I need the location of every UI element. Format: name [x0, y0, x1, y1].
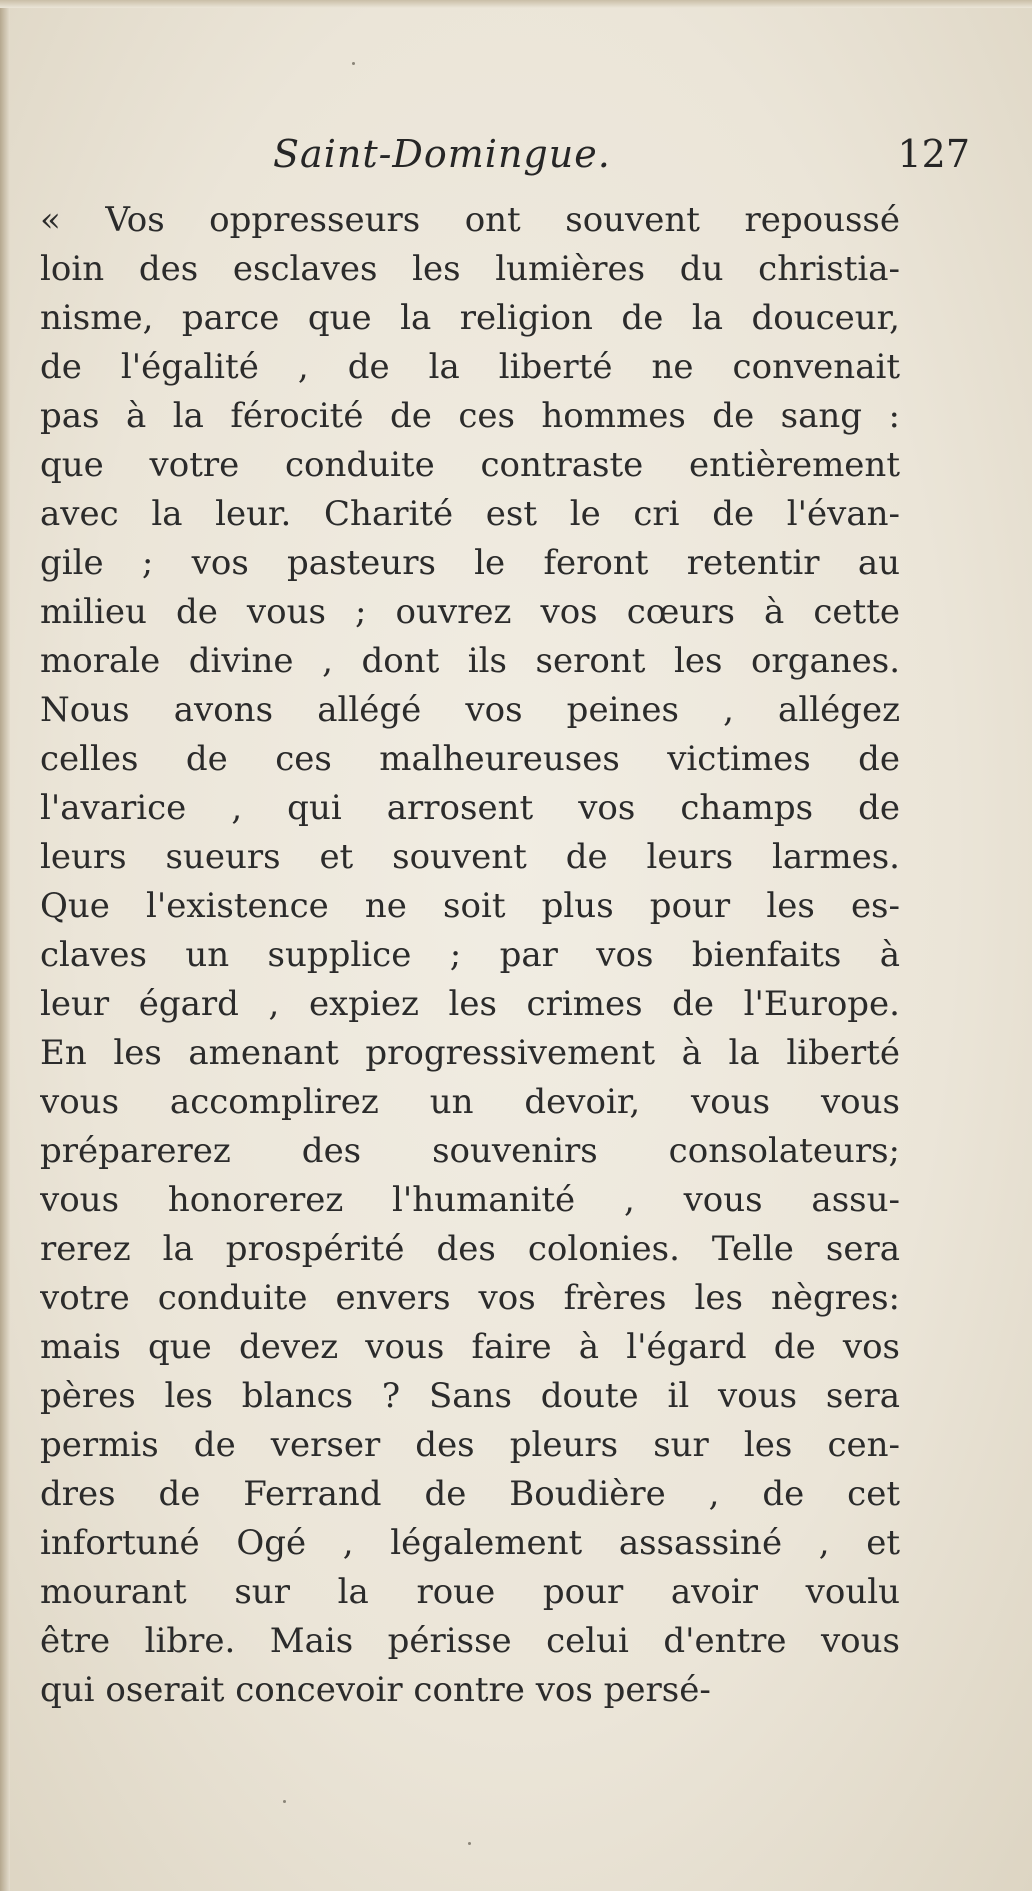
page-edge-shadow-left: [0, 0, 10, 1891]
text-line: En les amenant progressivement à la liberté: [40, 1033, 900, 1073]
text-line: dres de Ferrand de Boudière , de cet: [40, 1474, 900, 1514]
text-line: loin des esclaves les lumières du christia-: [40, 249, 900, 289]
body-text: [40, 196, 900, 1715]
text-line: avec la leur. Charité est le cri de l'évan-: [40, 494, 900, 534]
text-line: Que l'existence ne soit plus pour les es-: [40, 886, 900, 926]
text-line: qui oserait concevoir contre vos persé-: [40, 1670, 711, 1710]
text-line: être libre. Mais périsse celui d'entre vous: [40, 1621, 900, 1661]
text-line: vous honorerez l'humanité , vous assu-: [40, 1180, 900, 1220]
paper-speck: [352, 62, 355, 65]
page-edge-shadow-top: [0, 0, 1032, 8]
page-number: 127: [897, 132, 970, 176]
text-line: votre conduite envers vos frères les nègres:: [40, 1278, 900, 1318]
text-line: permis de verser des pleurs sur les cen-: [40, 1425, 900, 1465]
text-line: préparerez des souvenirs consolateurs;: [40, 1131, 900, 1171]
text-line: pères les blancs ? Sans doute il vous sera: [40, 1376, 900, 1416]
text-line: rerez la prospérité des colonies. Telle sera: [40, 1229, 900, 1269]
text-line: morale divine , dont ils seront les organes.: [40, 641, 900, 681]
text-line: claves un supplice ; par vos bienfaits à: [40, 935, 900, 975]
paper-speck: [468, 1842, 471, 1845]
text-line: pas à la férocité de ces hommes de sang :: [40, 396, 900, 436]
text-line: leurs sueurs et souvent de leurs larmes.: [40, 837, 900, 877]
text-line: de l'égalité , de la liberté ne convenait: [40, 347, 900, 387]
text-line: l'avarice , qui arrosent vos champs de: [40, 788, 900, 828]
text-line: « Vos oppresseurs ont souvent repoussé: [40, 200, 900, 240]
text-line: infortuné Ogé , légalement assassiné , et: [40, 1523, 900, 1563]
paper-speck: [283, 1800, 286, 1803]
page-header: [58, 132, 970, 184]
text-line: milieu de vous ; ouvrez vos cœurs à cette: [40, 592, 900, 632]
text-line: Nous avons allégé vos peines , allégez: [40, 690, 900, 730]
text-line: leur égard , expiez les crimes de l'Europe.: [40, 984, 900, 1024]
text-line: que votre conduite contraste entièrement: [40, 445, 900, 485]
text-line: mourant sur la roue pour avoir voulu: [40, 1572, 900, 1612]
text-line: vous accomplirez un devoir, vous vous: [40, 1082, 900, 1122]
text-line: nisme, parce que la religion de la douceur,: [40, 298, 900, 338]
text-line: mais que devez vous faire à l'égard de vos: [40, 1327, 900, 1367]
text-line: gile ; vos pasteurs le feront retentir au: [40, 543, 900, 583]
running-title: Saint-Domingue.: [273, 132, 611, 176]
text-line: celles de ces malheureuses victimes de: [40, 739, 900, 779]
